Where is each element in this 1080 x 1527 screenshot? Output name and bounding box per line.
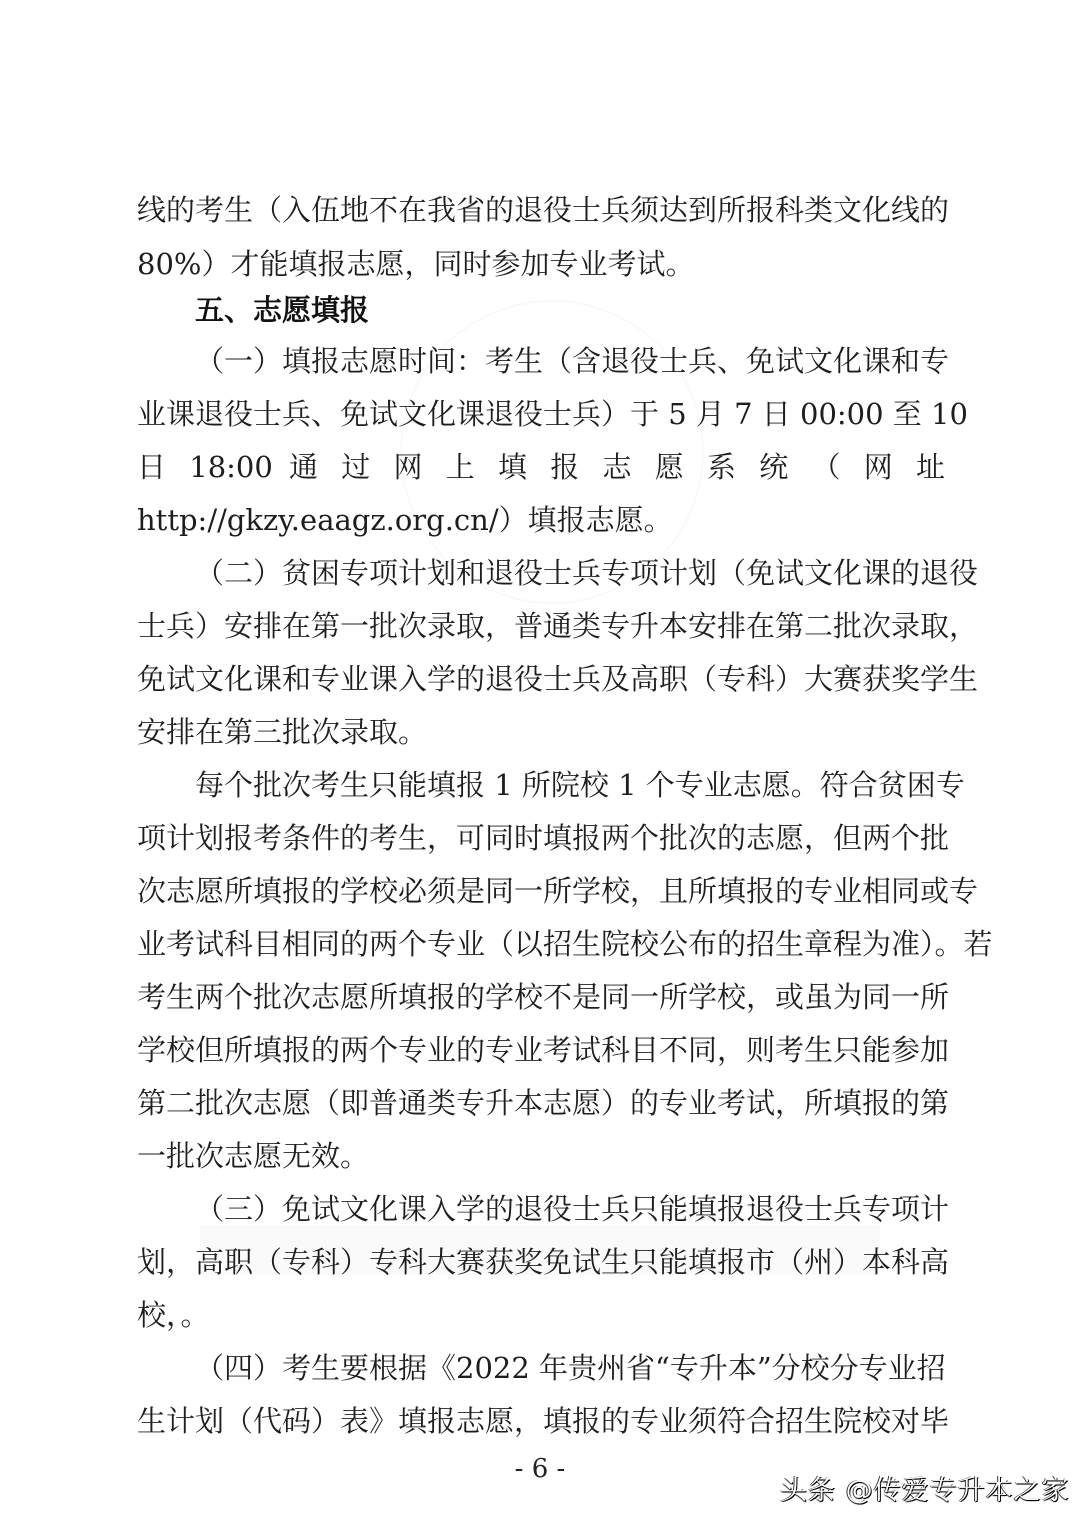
- paragraph-line: 士兵）安排在第一批次录取，普通类专升本安排在第二批次录取，: [137, 609, 979, 643]
- paragraph-line: 业考试科目相同的两个专业（以招生院校公布的招生章程为准）。若: [137, 927, 993, 961]
- paragraph-line: 一批次志愿无效。: [137, 1139, 370, 1173]
- section-heading: 五、志愿填报: [195, 293, 370, 327]
- paragraph-line: 划，高职（专科）专科大赛获奖免试生只能填报市（州）本科高: [137, 1245, 950, 1279]
- paragraph-line: 校，。: [137, 1298, 210, 1332]
- paragraph-line: 第二批次志愿（即普通类专升本志愿）的专业考试，所填报的第: [137, 1086, 950, 1120]
- paragraph-line: （四）考生要根据《2022 年贵州省“专升本”分校分专业招: [195, 1351, 946, 1385]
- text-line: 线的考生（入伍地不在我省的退役士兵须达到所报科类文化线的: [137, 193, 950, 227]
- url-line: http://gkzy.eaagz.org.cn/）填报志愿。: [137, 503, 673, 537]
- paragraph-line: 项计划报考条件的考生，可同时填报两个批次的志愿，但两个批: [137, 821, 950, 855]
- paragraph-line: 次志愿所填报的学校必须是同一所学校，且所填报的专业相同或专: [137, 874, 979, 908]
- text-line: 80%）才能填报志愿，同时参加专业考试。: [137, 247, 695, 281]
- paragraph-line: （三）免试文化课入学的退役士兵只能填报退役士兵专项计: [195, 1192, 950, 1226]
- paragraph-line: 免试文化课和专业课入学的退役士兵及高职（专科）大赛获奖学生: [137, 662, 979, 696]
- paragraph-line: 考生两个批次志愿所填报的学校不是同一所学校，或虽为同一所: [137, 980, 950, 1014]
- paragraph-line: 业课退役士兵、免试文化课退役士兵）于 5 月 7 日 00:00 至 10: [137, 397, 968, 431]
- page-number: - 6 -: [514, 1454, 566, 1484]
- paragraph-line: 安排在第三批次录取。: [137, 715, 428, 749]
- source-watermark: 头条 @传爱专升本之家: [780, 1475, 1070, 1506]
- paragraph-line: 生计划（代码）表》填报志愿，填报的专业须符合招生院校对毕: [137, 1404, 950, 1438]
- paragraph-line: （一）填报志愿时间：考生（含退役士兵、免试文化课和专: [195, 344, 950, 378]
- paragraph-line: 日 18:00 通 过 网 上 填 报 志 愿 系 统 （ 网 址: [137, 450, 945, 484]
- paragraph-line: 每个批次考生只能填报 1 所院校 1 个专业志愿。符合贫困专: [195, 768, 965, 802]
- paragraph-line: （二）贫困专项计划和退役士兵专项计划（免试文化课的退役: [195, 556, 979, 590]
- paragraph-line: 学校但所填报的两个专业的专业考试科目不同，则考生只能参加: [137, 1033, 950, 1067]
